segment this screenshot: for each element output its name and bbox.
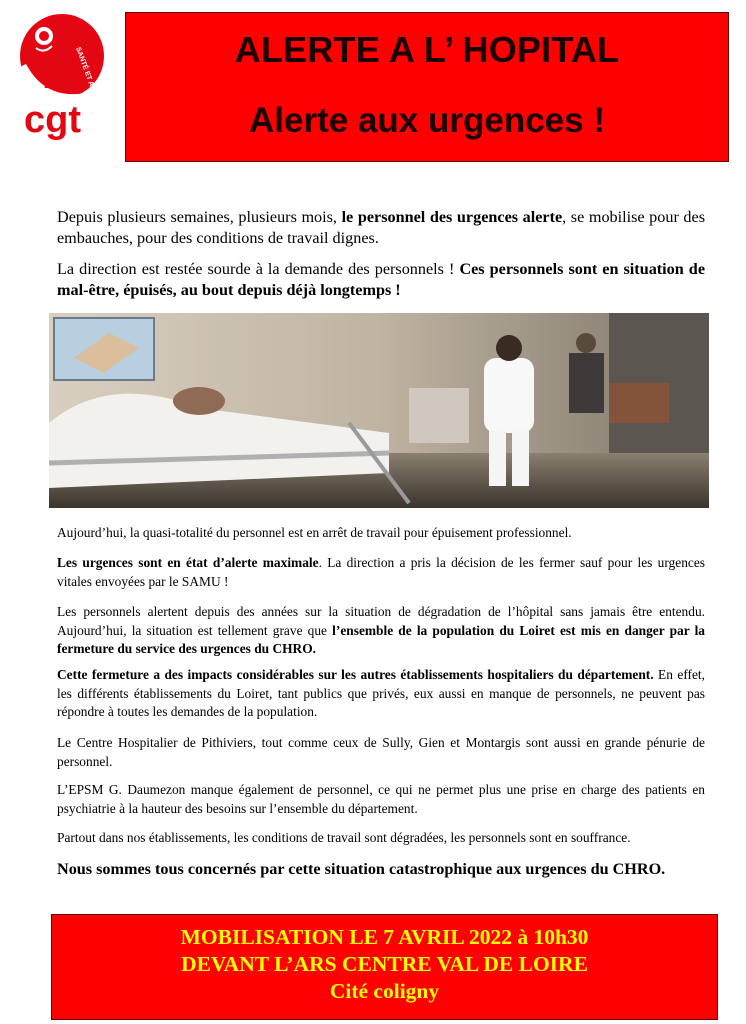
header-subtitle: Alerte aux urgences ! <box>249 101 605 140</box>
paragraph-text: Le Centre Hospitalier de Pithiviers, tout comme ceux de Sully, Gien et Montargis sont aussi en grande pénurie de personnel. <box>57 735 705 769</box>
body-paragraph-2 <box>57 554 705 591</box>
intro-paragraph-2 <box>57 259 705 301</box>
body-paragraph-7 <box>57 829 705 848</box>
paragraph-text: . La direction a pris la décision de les fermer sauf pour les urgences vitales envoyées par le SAMU ! <box>57 555 705 589</box>
emphasis-text: Les urgences sont en état d’alerte maximale <box>57 555 319 570</box>
paragraph-text: Partout dans nos établissements, les conditions de travail sont dégradées, les personnels sont en souffrance. <box>57 830 631 845</box>
mobilisation-location: DEVANT L’ARS CENTRE VAL DE LOIRE <box>181 952 588 976</box>
body-paragraph-4 <box>57 666 705 722</box>
logo-la: la <box>44 65 65 94</box>
header-banner <box>125 12 729 162</box>
body-paragraph-6 <box>57 781 705 818</box>
header-title: ALERTE A L’ HOPITAL <box>234 29 620 70</box>
paragraph-text: , se mobilise pour des embauches, pour des conditions de travail dignes. <box>57 208 706 247</box>
hospital-corridor-photo <box>49 313 709 508</box>
body-paragraph-5 <box>57 734 705 771</box>
intro-paragraph-1 <box>57 207 705 249</box>
logo-cgt: cgt <box>24 99 81 140</box>
body-paragraph-3 <box>57 603 705 659</box>
emphasis-text: Cette fermeture a des impacts considérables sur les autres établissements hospitaliers du département. <box>57 667 654 682</box>
paragraph-text: La direction est restée sourde à la demande des personnels ! <box>57 260 460 278</box>
cgt-logo <box>14 8 118 140</box>
nurse-figure <box>484 358 534 433</box>
closing-statement: Nous sommes tous concernés par cette situation catastrophique aux urgences du CHRO. <box>57 860 666 878</box>
paragraph-text: Les personnels alertent depuis des années sur la situation de dégradation de l’hôpital sans jamais être entendu. Aujourd’hui, la situation est tellement grave que <box>57 604 705 638</box>
paragraph-text: L’EPSM G. Daumezon manque également de personnel, ce qui ne permet plus une prise en charge des patients en psychiatrie à la hauteur des besoins sur l’ensemble du département. <box>57 782 705 816</box>
logo-tagline: SANTÉ ET ACTION SOCIALE <box>74 46 114 140</box>
emphasis-text: Ces personnels sont en situation de mal-être, épuisés, au bout depuis déjà longtemps ! <box>57 260 705 299</box>
emphasis-text: le personnel des urgences alerte <box>341 208 563 226</box>
body-paragraph-1 <box>57 524 705 543</box>
paragraph-text: Depuis plusieurs semaines, plusieurs mois, <box>57 208 342 226</box>
photo-illustration <box>49 313 709 508</box>
paragraph-text: Aujourd’hui, la quasi-totalité du personnel est en arrêt de travail pour épuisement professionnel. <box>57 525 572 540</box>
paragraph-text: En effet, les différents établissements du Loiret, tant publics que privés, eux aussi en manque de personnels, ne peuvent pas répondre à toutes les demandes de la population. <box>57 667 706 720</box>
mobilisation-date: MOBILISATION LE 7 AVRIL 2022 à 10h30 <box>180 925 589 949</box>
mobilisation-banner <box>51 914 718 1020</box>
mobilisation-venue: Cité coligny <box>329 979 440 1003</box>
cgt-logo-graphic <box>14 8 118 140</box>
emphasis-text: l’ensemble de la population du Loiret est mis en danger par la fermeture du service des urgences du CHRO. <box>57 622 705 657</box>
